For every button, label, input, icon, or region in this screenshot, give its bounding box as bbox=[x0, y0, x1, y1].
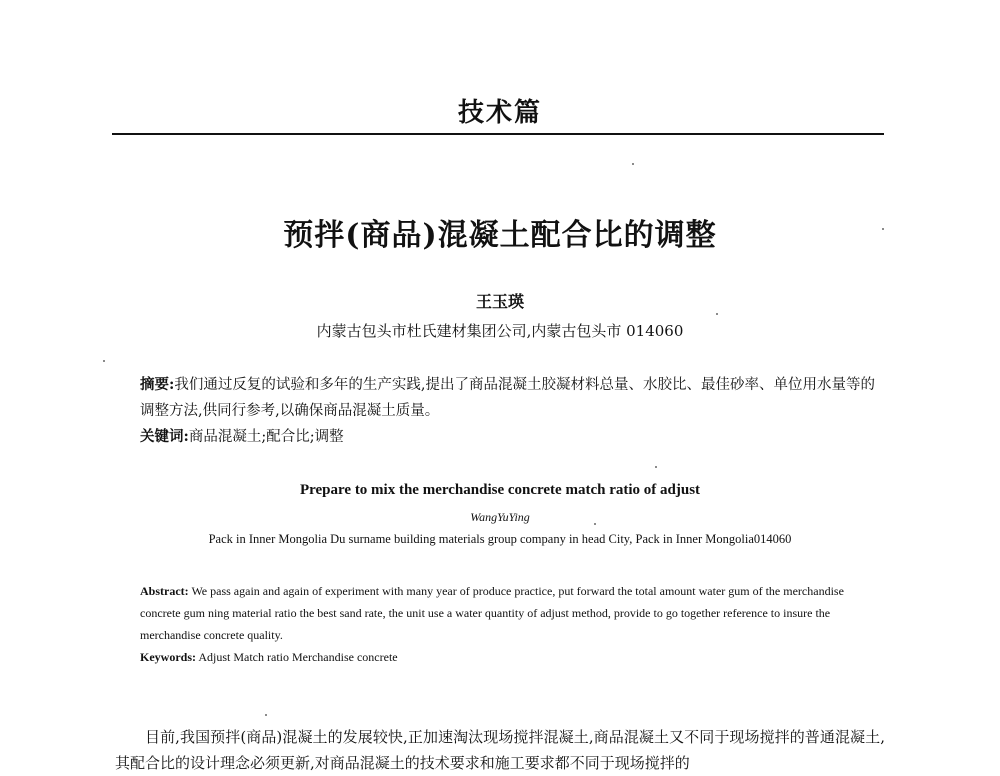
header-rule bbox=[112, 133, 884, 135]
affiliation-en: Pack in Inner Mongolia Du surname building materials group company in head City, Pack in Inner Mongolia014060 bbox=[208, 532, 792, 546]
scan-speck bbox=[103, 360, 105, 362]
scan-speck bbox=[882, 228, 884, 230]
scan-speck bbox=[655, 466, 657, 468]
scan-speck bbox=[594, 523, 596, 525]
abstract-en-text: We pass again and again of experiment with many year of produce practice, put forward the total amount water gum of the merchandise concrete gum ning material ratio the best sand rate, the unit use a water quantity of adjust method, provide to go together reference to insure the merchandise concrete quality. bbox=[140, 584, 844, 642]
section-header: 技术篇 bbox=[457, 98, 542, 128]
scan-speck bbox=[716, 313, 718, 315]
body-paragraph: 目前,我国预拌(商品)混凝土的发展较快,正加速淘汰现场搅拌混凝土,商品混凝土又不同于现场搅拌的普通混凝土,其配合比的设计理念必须更新,对商品混凝土的技术要求和施工要求都不同于现场搅拌的 bbox=[115, 728, 885, 772]
keywords-cn-label: 关键词: bbox=[140, 428, 189, 445]
keywords-cn-text: 商品混凝土;配合比;调整 bbox=[188, 429, 344, 445]
article-title-cn: 预拌(商品)混凝土配合比的调整 bbox=[283, 218, 717, 253]
abstract-cn-label: 摘要: bbox=[140, 376, 175, 393]
keywords-cn bbox=[140, 425, 880, 446]
abstract-en bbox=[140, 580, 875, 646]
abstract-en-label: Abstract: bbox=[140, 584, 189, 598]
author-en: WangYuYing bbox=[470, 510, 530, 524]
keywords-en bbox=[140, 650, 875, 665]
scan-speck bbox=[265, 714, 267, 716]
scan-speck bbox=[632, 163, 634, 165]
affiliation-cn: 内蒙古包头市杜氏建材集团公司,内蒙古包头市 014060 bbox=[316, 322, 684, 340]
keywords-en-text: Adjust Match ratio Merchandise concrete bbox=[196, 650, 398, 664]
article-title-en: Prepare to mix the merchandise concrete match ratio of adjust bbox=[299, 482, 701, 498]
abstract-cn bbox=[140, 372, 880, 424]
abstract-cn-text: 我们通过反复的试验和多年的生产实践,提出了商品混凝土胶凝材料总量、水胶比、最佳砂率、单位用水量等的调整方法,供同行参考,以确保商品混凝土质量。 bbox=[140, 377, 875, 419]
keywords-en-label: Keywords: bbox=[140, 650, 196, 664]
author-cn: 王玉瑛 bbox=[475, 292, 524, 311]
